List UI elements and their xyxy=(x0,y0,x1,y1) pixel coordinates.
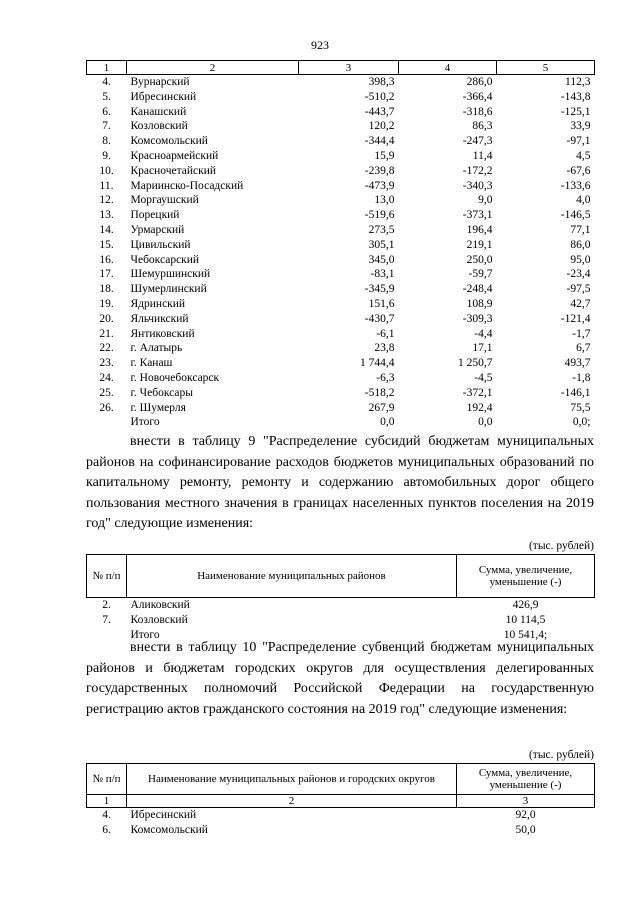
table-row xyxy=(87,223,595,238)
district-name: Янтиковский xyxy=(130,327,195,340)
value-col-5: 0,0; xyxy=(572,416,591,429)
value-col-4: 219,1 xyxy=(466,238,493,251)
unit-label-2: (тыс. рублей) xyxy=(528,749,594,761)
value-col-5: 493,7 xyxy=(564,357,591,370)
column-number: 1 xyxy=(87,795,127,808)
header-number: № п/п xyxy=(87,555,127,598)
value-col-5: -67,6 xyxy=(566,164,591,177)
table-row xyxy=(87,105,595,120)
value-col-3: 0,0 xyxy=(380,416,395,429)
value-col-4: 9,0 xyxy=(478,194,493,207)
value-col-3: -6,1 xyxy=(376,327,395,340)
table-row xyxy=(87,90,595,105)
value-col-4: 1 250,7 xyxy=(458,357,493,370)
value-col-3: -510,2 xyxy=(364,90,395,103)
value-col-4: -366,4 xyxy=(462,90,493,103)
value-col-4: 17,1 xyxy=(472,342,493,355)
value-col-5: -143,8 xyxy=(560,90,591,103)
paragraph-table-10 xyxy=(86,638,594,720)
value-col-5: -23,4 xyxy=(566,268,591,281)
sum-value: 426,9 xyxy=(512,599,539,611)
value-col-4: -59,7 xyxy=(468,268,493,281)
value-col-5: -1,8 xyxy=(572,371,591,384)
row-number: 15. xyxy=(99,238,114,251)
row-number xyxy=(87,415,127,430)
district-name: Ибресинский xyxy=(130,809,197,821)
row-number: 5. xyxy=(102,90,111,103)
column-number-row xyxy=(87,795,595,808)
value-col-3: 398,3 xyxy=(368,76,395,88)
value-col-3: 267,9 xyxy=(368,401,395,414)
header-sum: Сумма, увеличение, уменьшение (-) xyxy=(457,764,595,795)
table-row xyxy=(87,613,595,628)
value-col-5: 95,0 xyxy=(570,253,591,266)
row-number: 4. xyxy=(102,76,111,88)
column-number: 3 xyxy=(299,61,399,75)
table-row xyxy=(87,356,595,371)
value-col-3: 305,1 xyxy=(368,238,395,251)
row-number: 25. xyxy=(99,386,114,399)
district-name: г. Алатырь xyxy=(130,342,183,355)
table-header-row xyxy=(87,764,595,795)
header-name: Наименование муниципальных районов xyxy=(127,555,457,598)
value-col-4: 0,0 xyxy=(478,416,493,429)
value-col-5: -121,4 xyxy=(560,312,591,325)
row-number: 6. xyxy=(102,823,111,836)
value-col-5: 112,3 xyxy=(565,76,591,88)
table-row xyxy=(87,598,595,613)
district-name: Ядринский xyxy=(130,297,186,310)
district-name: Вурнарский xyxy=(130,76,190,88)
value-col-5: -97,1 xyxy=(566,135,591,148)
table-row xyxy=(87,327,595,342)
district-name: Мариинско-Посадский xyxy=(130,179,244,192)
district-name: г. Новочебоксарск xyxy=(130,371,220,384)
table-row xyxy=(87,134,595,149)
district-name: г. Чебоксары xyxy=(130,386,193,399)
value-col-3: -83,1 xyxy=(370,268,395,281)
value-col-4: 196,4 xyxy=(466,223,493,236)
row-number: 12. xyxy=(99,194,114,207)
value-col-4: 250,0 xyxy=(466,253,493,266)
district-name: Моргаушский xyxy=(130,194,199,207)
table-row xyxy=(87,386,595,401)
district-name: Урмарский xyxy=(130,223,185,236)
value-col-5: 86,0 xyxy=(570,238,591,251)
value-col-3: 120,2 xyxy=(368,120,395,133)
value-col-4: -318,6 xyxy=(462,105,493,118)
table-header-row xyxy=(87,555,595,598)
value-col-4: 286,0 xyxy=(466,76,493,88)
value-col-3: -6,3 xyxy=(376,371,395,384)
table-row xyxy=(87,164,595,179)
value-col-3: 1 744,4 xyxy=(360,357,395,370)
table-row xyxy=(87,282,595,297)
district-name: Красночетайский xyxy=(130,164,217,177)
value-col-4: -248,4 xyxy=(462,283,493,296)
sum-value: 92,0 xyxy=(515,809,536,821)
column-number: 5 xyxy=(497,61,595,75)
district-name: Комсомольский xyxy=(130,135,208,148)
value-col-5: -97,5 xyxy=(566,283,591,296)
table-row xyxy=(87,193,595,208)
row-number: 21. xyxy=(99,327,114,340)
row-number: 10. xyxy=(99,164,114,177)
header-sum: Сумма, увеличение, уменьшение (-) xyxy=(457,555,595,598)
table-row xyxy=(87,149,595,164)
value-col-5: -1,7 xyxy=(572,327,591,340)
district-name: Итого xyxy=(130,416,160,429)
value-col-5: 42,7 xyxy=(570,297,591,310)
district-name: Цивильский xyxy=(130,238,191,251)
value-col-4: -340,3 xyxy=(462,179,493,192)
row-number: 9. xyxy=(102,149,111,162)
row-number: 19. xyxy=(99,297,114,310)
district-name: Комсомольский xyxy=(130,823,208,836)
value-col-3: -443,7 xyxy=(364,105,395,118)
value-col-5: 4,5 xyxy=(576,149,591,162)
district-name: Шумерлинский xyxy=(130,283,207,296)
paragraph-table-10-text: внести в таблицу 10 "Распределение субвенций бюджетам муниципальных районов и бюджетам городских округов для осуществления делегированных государственных полномочий Российской Федерации на государственную регистрацию актов гражданского состояния на 2019 год" следующие изменения: xyxy=(86,640,594,717)
value-col-4: -172,2 xyxy=(462,164,493,177)
table-row xyxy=(87,341,595,356)
column-number: 1 xyxy=(87,61,127,75)
row-number: 14. xyxy=(99,223,114,236)
value-col-4: -373,1 xyxy=(462,209,493,222)
value-col-4: -372,1 xyxy=(462,386,493,399)
row-number: 26. xyxy=(99,401,114,414)
sum-value: 10 114,5 xyxy=(505,613,546,626)
value-col-4: -4,5 xyxy=(474,371,493,384)
row-number: 4. xyxy=(102,809,111,821)
row-number: 7. xyxy=(102,120,111,133)
row-number: 17. xyxy=(99,268,114,281)
value-col-3: -344,4 xyxy=(364,135,395,148)
value-col-3: 345,0 xyxy=(368,253,395,266)
value-col-3: 151,6 xyxy=(368,297,395,310)
column-number: 2 xyxy=(127,61,299,75)
value-col-5: 4,0 xyxy=(576,194,591,207)
row-number: 6. xyxy=(102,105,111,118)
district-name: Порецкий xyxy=(130,209,180,222)
district-name: Яльчикский xyxy=(130,312,189,325)
table-row xyxy=(87,297,595,312)
value-col-4: 11,4 xyxy=(472,149,493,162)
table-row xyxy=(87,267,595,282)
table-row xyxy=(87,808,595,823)
value-col-3: -345,9 xyxy=(364,283,395,296)
unit-label-1: (тыс. рублей) xyxy=(528,540,594,552)
district-name: Итого xyxy=(130,628,160,641)
value-col-3: 13,0 xyxy=(374,194,395,207)
header-number: № п/п xyxy=(87,764,127,795)
table-road-subsidies xyxy=(86,554,595,642)
district-name: Шемуршинский xyxy=(130,268,211,281)
value-col-5: -125,1 xyxy=(560,105,591,118)
header-name: Наименование муниципальных районов и городских округов xyxy=(127,764,457,795)
table-row xyxy=(87,371,595,386)
value-col-3: 15,9 xyxy=(374,149,395,162)
row-number: 23. xyxy=(99,357,114,370)
value-col-4: 192,4 xyxy=(466,401,493,414)
value-col-5: 33,9 xyxy=(570,120,591,133)
column-number: 3 xyxy=(457,795,595,808)
district-name: Красноармейский xyxy=(130,149,219,162)
table-row xyxy=(87,179,595,194)
value-col-3: -239,8 xyxy=(364,164,395,177)
row-number: 24. xyxy=(99,371,114,384)
paragraph-table-9 xyxy=(86,432,594,535)
row-number: 20. xyxy=(99,312,114,325)
page-number: 923 xyxy=(311,38,329,52)
value-col-4: 108,9 xyxy=(466,297,493,310)
value-col-3: 23,8 xyxy=(374,342,395,355)
value-col-5: -146,5 xyxy=(560,209,591,222)
district-name: Ибресинский xyxy=(130,90,197,103)
table-row xyxy=(87,208,595,223)
value-col-4: -309,3 xyxy=(462,312,493,325)
column-number-row xyxy=(87,61,595,75)
value-col-5: 77,1 xyxy=(570,223,591,236)
district-name: Канашский xyxy=(130,105,187,118)
district-name: Чебоксарский xyxy=(130,253,200,266)
row-number: 13. xyxy=(99,209,114,222)
row-number: 22. xyxy=(99,342,114,355)
sum-value: 50,0 xyxy=(515,823,536,836)
value-col-5: -146,1 xyxy=(560,386,591,399)
row-number: 11. xyxy=(99,179,114,192)
table-row xyxy=(87,253,595,268)
column-number: 2 xyxy=(127,795,457,808)
district-name: г. Канаш xyxy=(130,357,173,370)
district-name: Аликовский xyxy=(130,599,190,611)
value-col-5: 6,7 xyxy=(576,342,591,355)
district-name: Козловский xyxy=(130,120,188,133)
total-row xyxy=(87,415,595,430)
table-row xyxy=(87,312,595,327)
value-col-5: 75,5 xyxy=(570,401,591,414)
value-col-3: -430,7 xyxy=(364,312,395,325)
district-name: Козловский xyxy=(130,613,188,626)
table-subsidy-distribution xyxy=(86,60,595,430)
value-col-4: -247,3 xyxy=(462,135,493,148)
value-col-4: 86,3 xyxy=(472,120,493,133)
value-col-3: -518,2 xyxy=(364,386,395,399)
sum-value: 10 541,4; xyxy=(503,628,548,641)
value-col-3: -519,6 xyxy=(364,209,395,222)
value-col-4: -4,4 xyxy=(474,327,493,340)
row-number: 16. xyxy=(99,253,114,266)
value-col-3: -473,9 xyxy=(364,179,395,192)
paragraph-table-9-text: внести в таблицу 9 "Распределение субсидий бюджетам муниципальных районов на софинансирование расходов бюджетов муниципальных образований по капитальному ремонту, ремонту и содержанию автомобильных дорог общего пользования местного значения в границах населенных пунктов поселения на 2019 год" следующие изменения: xyxy=(86,434,594,532)
table-row xyxy=(87,75,595,90)
table-row xyxy=(87,823,595,838)
table-row xyxy=(87,119,595,134)
value-col-5: -133,6 xyxy=(560,179,591,192)
row-number: 18. xyxy=(99,283,114,296)
value-col-3: 273,5 xyxy=(368,223,395,236)
row-number: 8. xyxy=(102,135,111,148)
table-civil-registration-subventions xyxy=(86,763,595,838)
row-number: 2. xyxy=(102,599,111,611)
row-number: 7. xyxy=(102,613,111,626)
table-row xyxy=(87,401,595,416)
district-name: г. Шумерля xyxy=(130,401,186,414)
column-number: 4 xyxy=(399,61,497,75)
table-row xyxy=(87,238,595,253)
